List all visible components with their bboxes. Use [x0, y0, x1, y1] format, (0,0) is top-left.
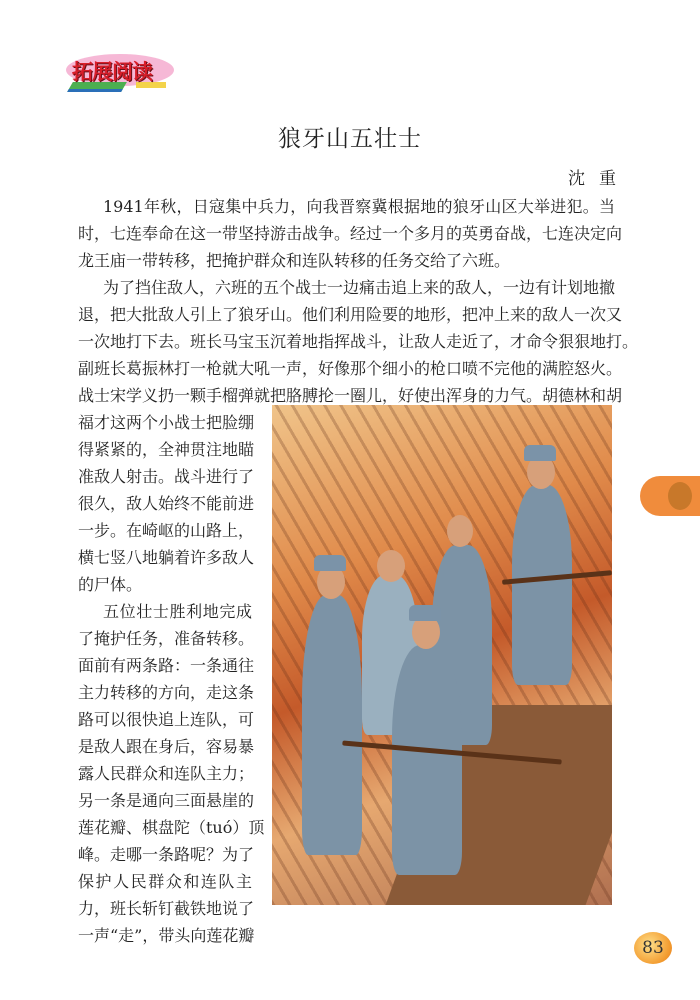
illustration-cap: [314, 555, 346, 571]
text-line: 退，把大批敌人引上了狼牙山。他们利用险要的地形，把冲上来的敌人一次又: [78, 305, 623, 324]
text-line: 时，七连奉命在这一带坚持游击战争。经过一个多月的英勇奋战，七连决定向: [78, 224, 623, 243]
illustration-head: [447, 515, 473, 547]
illustration-soldier: [512, 485, 572, 685]
illustration-head: [377, 550, 405, 582]
illustration-five-heroes: [272, 405, 612, 905]
text-line: 另一条是通向三面悬崖的: [78, 791, 255, 810]
section-logo-text: 拓展阅读: [72, 60, 152, 84]
text-line: 路可以很快追上连队，可: [78, 710, 255, 729]
text-line: 横七竖八地躺着许多敌人: [78, 548, 255, 567]
text-line: 了掩护任务，准备转移。: [78, 629, 255, 648]
text-line: 一次地打下去。班长马宝玉沉着地指挥战斗，让敌人走近了，才命令狠狠地打。: [78, 332, 639, 351]
article-author: 沈重: [568, 169, 630, 189]
text-line: 一步。在崎岖的山路上，: [78, 521, 255, 540]
text-line: 1941年秋，日寇集中兵力，向我晋察冀根据地的狼牙山区大举进犯。当: [103, 197, 615, 216]
text-line: 的尸体。: [78, 575, 143, 594]
text-line: 准敌人射击。战斗进行了: [78, 467, 255, 486]
side-tab: [640, 476, 700, 516]
squirrel-icon: [668, 482, 692, 510]
page-number: 83: [634, 932, 672, 964]
illustration-soldier: [392, 645, 462, 875]
text-line: 一声“走”，带头向莲花瓣: [78, 926, 255, 945]
illustration-soldier: [302, 595, 362, 855]
illustration-cap: [409, 605, 441, 621]
article-title: 狼牙山五壮士: [278, 126, 422, 152]
text-line: 副班长葛振林打一枪就大吼一声，好像那个细小的枪口喷不完他的满腔怒火。: [78, 359, 623, 378]
text-line: 为了挡住敌人，六班的五个战士一边痛击追上来的敌人，一边有计划地撤: [103, 278, 616, 297]
text-line: 是敌人跟在身后，容易暴: [78, 737, 255, 756]
text-line: 莲花瓣、棋盘陀（tuó）顶: [78, 818, 265, 837]
text-line: 很久，敌人始终不能前进: [78, 494, 255, 513]
illustration-cap: [524, 445, 556, 461]
text-line: 福才这两个小战士把脸绷: [78, 413, 255, 432]
text-line: 战士宋学义扔一颗手榴弹就把胳膊抡一圈儿，好使出浑身的力气。胡德林和胡: [78, 386, 623, 405]
text-line: 主力转移的方向，走这条: [78, 683, 255, 702]
text-line: 保护人民群众和连队主: [78, 872, 252, 891]
text-line: 力，班长斩钉截铁地说了: [78, 899, 255, 918]
text-line: 得紧紧的，全神贯注地瞄: [78, 440, 255, 459]
section-logo: [66, 52, 176, 94]
text-line: 面前有两条路：一条通往: [78, 656, 255, 675]
text-line: 五位壮士胜利地完成: [103, 602, 252, 621]
text-line: 峰。走哪一条路呢？为了: [78, 845, 255, 864]
text-line: 龙王庙一带转移，把掩护群众和连队转移的任务交给了六班。: [78, 251, 511, 270]
text-line: 露人民群众和连队主力；: [78, 764, 255, 783]
